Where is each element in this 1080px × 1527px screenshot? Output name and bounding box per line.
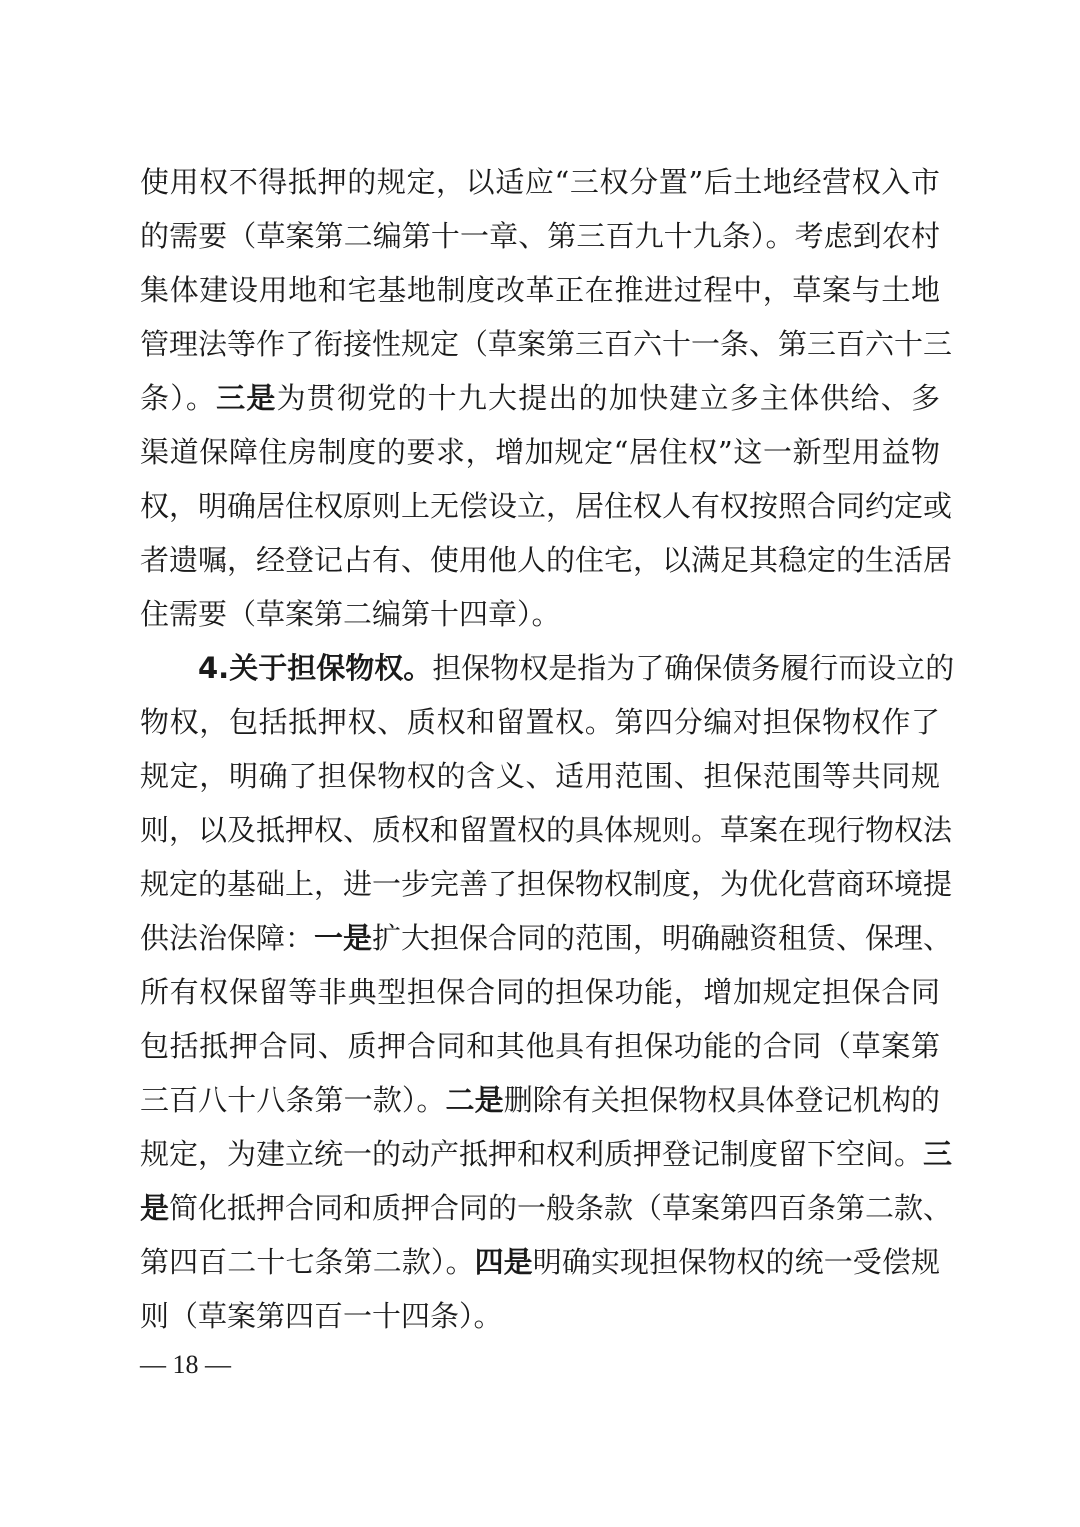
text-segment: 简化抵押合同和质押合同的一般条款（草案第四百条第二款、 (169, 1191, 953, 1225)
bold-marker: 三是 (216, 381, 277, 415)
text-line (140, 641, 955, 695)
text-line: 集体建设用地和宅基地制度改革正在推进过程中，草案与土地 (140, 273, 940, 307)
text-line (140, 1127, 953, 1181)
bold-marker: 是 (140, 1191, 170, 1225)
text-line: 则，以及抵押权、质权和留置权的具体规则。草案在现行物权法 (140, 813, 953, 847)
text-line: 所有权保留等非典型担保合同的担保功能，增加规定担保合同 (140, 975, 940, 1009)
text-segment: 条）。 (140, 381, 217, 415)
text-segment: 供法治保障： (140, 921, 315, 955)
page-number: — 18 — (140, 1350, 231, 1379)
text-segment: 规定，为建立统一的动产抵押和权利质押登记制度留下空间。 (140, 1137, 924, 1171)
text-segment: 扩大担保合同的范围，明确融资租赁、保理、 (372, 921, 953, 955)
text-line: 则（草案第四百一十四条）。 (140, 1299, 503, 1333)
text-segment: 明确实现担保物权的统一受偿规 (532, 1245, 940, 1279)
text-segment: 担保物权是指为了确保债务履行而设立的 (432, 651, 955, 685)
text-segment: 删除有关担保物权具体登记机构的 (503, 1083, 940, 1117)
text-line (140, 371, 940, 425)
bold-marker: 四是 (474, 1245, 533, 1279)
section-heading: 4.关于担保物权。 (198, 651, 433, 685)
text-line (140, 911, 953, 965)
text-line: 物权，包括抵押权、质权和留置权。第四分编对担保物权作了 (140, 705, 940, 739)
bold-marker: 三 (923, 1137, 953, 1171)
text-line: 权，明确居住权原则上无偿设立，居住权人有权按照合同约定或 (140, 489, 953, 523)
bold-marker: 二是 (445, 1083, 504, 1117)
text-segment: 三百八十八条第一款）。 (140, 1083, 446, 1117)
text-line: 规定，明确了担保物权的含义、适用范围、担保范围等共同规 (140, 759, 940, 793)
text-line (140, 1235, 940, 1289)
text-segment: 第四百二十七条第二款）。 (140, 1245, 475, 1279)
text-line: 规定的基础上，进一步完善了担保物权制度，为优化营商环境提 (140, 867, 953, 901)
document-body (140, 155, 955, 1343)
text-segment: 为贯彻党的十九大提出的加快建立多主体供给、多 (276, 381, 940, 415)
text-line (140, 1181, 953, 1235)
text-line: 包括抵押合同、质押合同和其他具有担保功能的合同（草案第 (140, 1029, 940, 1063)
bold-marker: 一是 (314, 921, 373, 955)
text-line: 住需要（草案第二编第十四章）。 (140, 597, 561, 631)
text-line: 管理法等作了衔接性规定（草案第三百六十一条、第三百六十三 (140, 327, 953, 361)
text-line (140, 1073, 940, 1127)
text-line: 的需要（草案第二编第十一章、第三百九十九条）。考虑到农村 (140, 219, 940, 253)
text-line: 者遗嘱，经登记占有、使用他人的住宅，以满足其稳定的生活居 (140, 543, 953, 577)
text-line: 渠道保障住房制度的要求，增加规定“居住权”这一新型用益物 (140, 435, 940, 469)
text-line: 使用权不得抵押的规定，以适应“三权分置”后土地经营权入市 (140, 165, 940, 199)
